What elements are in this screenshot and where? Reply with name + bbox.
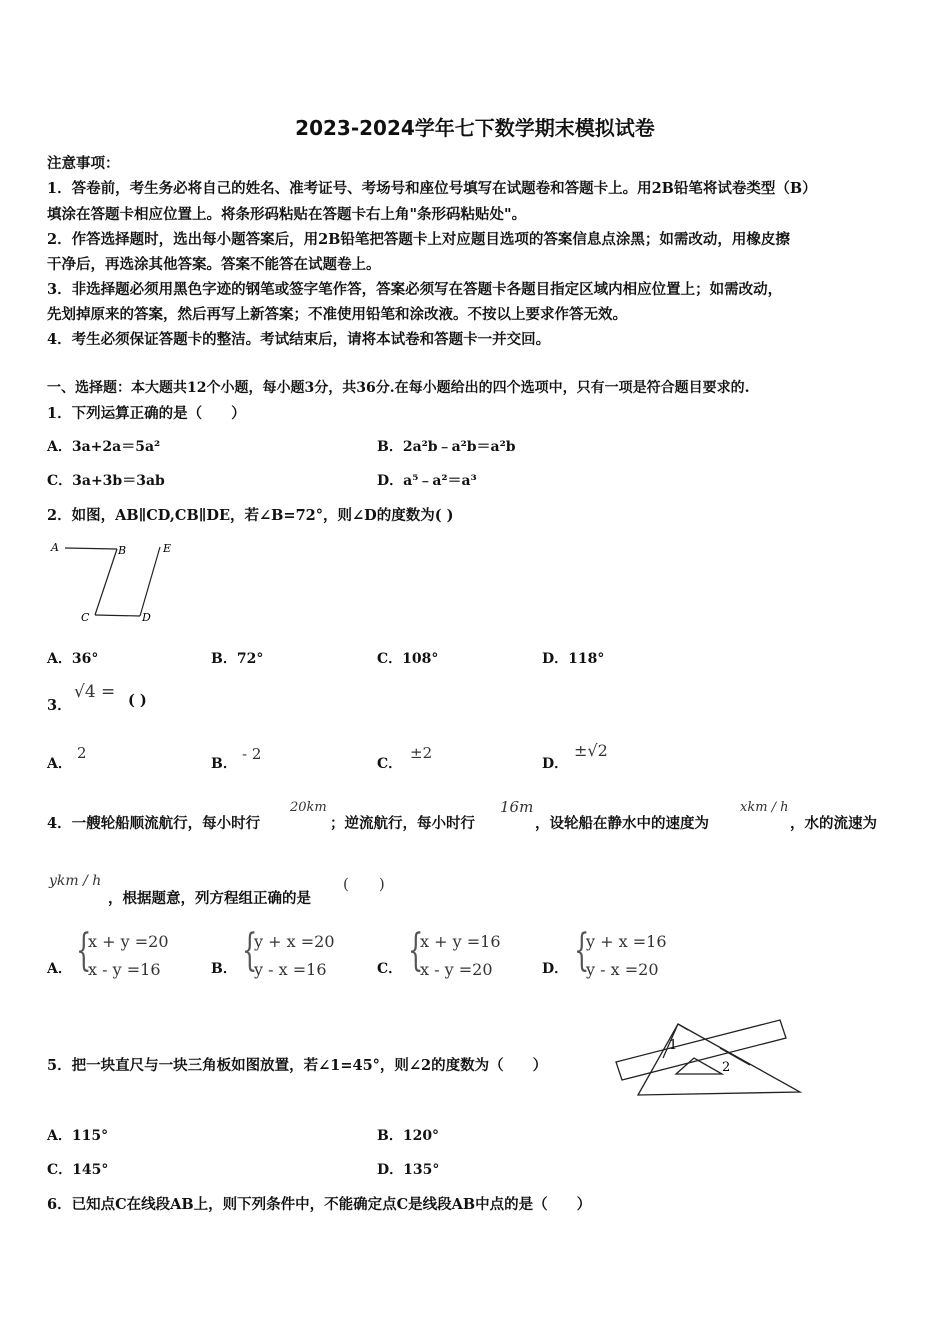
q1-option-a[interactable]: A．3a+2a＝5a² [47,439,161,455]
q1-stem: 1．下列运算正确的是（ ） [47,405,246,422]
q4-text-part-1: 4．一艘轮船顺流航行，每小时行 [47,815,261,832]
q2-option-a[interactable]: A．36° [47,651,99,667]
q5-option-c[interactable]: C．145° [47,1162,109,1178]
q1-option-b[interactable]: B．2a²b﹣a²b＝a²b [377,439,516,455]
q3-expression: √4 = [74,682,116,702]
q4-option-a-system [88,928,169,984]
q4-option-b-eq2: y - x =16 [254,960,327,979]
q4-option-a-eq1: x + y =20 [88,932,169,951]
q5-option-d[interactable]: D．135° [377,1162,440,1178]
q2-label-a: A [51,541,59,554]
q3-option-b-label[interactable]: B． [211,756,237,772]
note-4: 4．考生必须保证答题卡的整洁。考试结束后，请将本试卷和答题卡一并交回。 [47,331,551,348]
q4-option-c-system [420,928,501,984]
q3-option-a-value: 2 [77,744,87,762]
q4-option-c-eq1: x + y =16 [420,932,501,951]
q3-number: 3． [47,697,72,714]
q4-boat-speed: xkm / h [740,800,789,815]
q4-option-a-brace: { [76,925,92,976]
q2-figure [45,535,185,627]
q3-option-b-value: - 2 [242,745,262,763]
q2-option-c[interactable]: C．108° [377,651,439,667]
q2-label-e: E [163,542,172,555]
q4-option-b-label[interactable]: B． [211,961,237,977]
q4-option-b-system [254,928,335,984]
q4-option-a-label[interactable]: A． [47,961,72,977]
q1-option-d[interactable]: D．a⁵﹣a²＝a³ [377,473,477,489]
note-1-line-1: 1．答卷前，考生务必将自己的姓名、准考证号、考场号和座位号填写在试题卷和答题卡上。用2B铅笔将试卷类型（B） [47,180,817,197]
q4-paren: ( ) [343,875,385,893]
q3-option-c-label[interactable]: C． [377,756,403,772]
q2-option-b[interactable]: B．72° [211,651,264,667]
q5-angle-2-label: 2 [722,1060,731,1075]
q2-label-b: B [118,544,127,557]
q4-option-d-brace: { [574,925,590,976]
note-3-line-1: 3．非选择题必须用黑色字迹的钢笔或签字笔作答，答案必须写在答题卡各题目指定区域内相应位置上；如需改动， [47,281,783,298]
q3-option-d-label[interactable]: D． [542,756,569,772]
q4-water-speed: ykm / h [49,873,102,889]
q5-option-b[interactable]: B．120° [377,1128,440,1144]
note-2-line-2: 干净后，再选涂其他答案。答案不能答在试题卷上。 [47,256,381,273]
q2-option-d[interactable]: D．118° [542,651,605,667]
q5-stem: 5．把一块直尺与一块三角板如图放置，若∠1=45°，则∠2的度数为（ ） [47,1057,548,1074]
q3-option-c-value: ±2 [410,744,433,762]
q4-option-c-brace: { [408,925,424,976]
q1-option-c[interactable]: C．3a+3b＝3ab [47,473,165,489]
q5-option-a[interactable]: A．115° [47,1128,109,1144]
q4-text-part-2: ；逆流航行，每小时行 [330,815,475,832]
q4-text-part-3: ，设轮船在静水中的速度为 [535,815,709,832]
q4-option-d-eq2: y - x =20 [586,960,659,979]
note-2-line-1: 2．作答选择题时，选出每小题答案后，用2B铅笔把答题卡上对应题目选项的答案信息点涂黑；如需改动，用橡皮擦 [47,231,790,248]
section-1-heading: 一、选择题：本大题共12个小题，每小题3分，共36分.在每小题给出的四个选项中，只有一项是符合题目要求的. [47,380,750,396]
q4-option-d-label[interactable]: D． [542,961,569,977]
q2-label-c: C [81,611,90,624]
q4-option-c-eq2: x - y =20 [420,960,493,979]
q4-option-b-eq1: y + x =20 [254,932,335,951]
q4-upstream-speed: 16m [500,798,534,816]
q4-text-part-4: ，水的流速为 [790,815,877,832]
q4-option-c-label[interactable]: C． [377,961,403,977]
q3-option-d-value: ±√2 [574,741,608,760]
q4-downstream-speed: 20km [290,800,327,815]
q5-angle-1-label: 1 [669,1038,678,1053]
note-3-line-2: 先划掉原来的答案，然后再写上新答案；不准使用铅笔和涂改液。不按以上要求作答无效。 [47,306,627,323]
q5-figure [610,1018,810,1100]
notes-heading: 注意事项： [47,155,120,172]
q2-label-d: D [142,611,151,624]
q4-text-part-5: ，根据题意，列方程组正确的是 [108,890,311,907]
q2-stem: 2．如图，AB∥CD,CB∥DE，若∠B=72°，则∠D的度数为( ) [47,507,454,524]
note-1-line-2: 填涂在答题卡相应位置上。将条形码粘贴在答题卡右上角"条形码粘贴处"。 [47,206,527,223]
q4-option-d-eq1: y + x =16 [586,932,667,951]
q4-option-a-eq2: x - y =16 [88,960,161,979]
q3-option-a-label[interactable]: A． [47,756,72,772]
page-title: 2023-2024学年七下数学期末模拟试卷 [295,116,655,140]
q3-paren: ( ) [128,692,147,709]
q4-option-d-system [586,928,667,984]
q6-stem: 6．已知点C在线段AB上，则下列条件中，不能确定点C是线段AB中点的是（ ） [47,1196,592,1213]
q4-option-b-brace: { [242,925,258,976]
